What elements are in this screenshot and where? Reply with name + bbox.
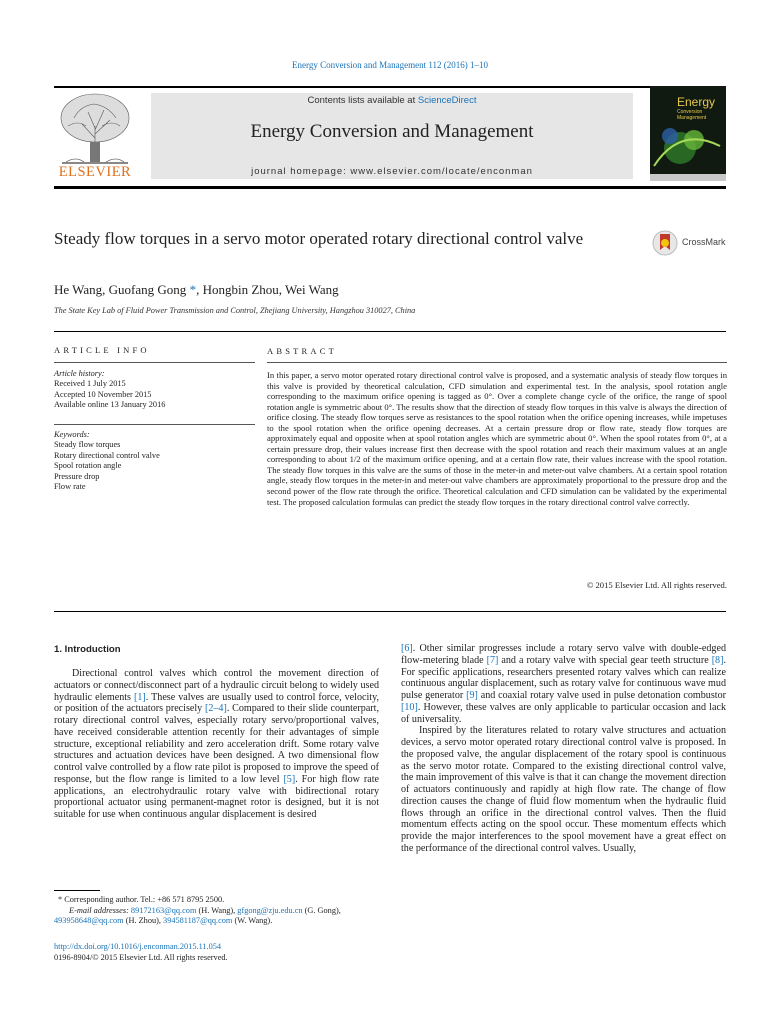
keyword: Flow rate [54,482,86,492]
online-date: Available online 13 January 2016 [54,400,166,410]
intro-left-column [54,668,379,821]
email-link[interactable]: gfgong@zju.edu.cn [237,905,303,915]
journal-title: Energy Conversion and Management [250,121,534,142]
abstract-rule [267,362,727,363]
journal-citation[interactable]: Energy Conversion and Management 112 (2016) 1–10 [292,60,488,70]
reference-link[interactable]: [6] [401,643,413,654]
article-info-rule [54,362,255,363]
reference-link[interactable]: [9] [466,690,478,701]
header-rule [54,86,726,88]
journal-homepage[interactable]: journal homepage: www.elsevier.com/locate/enconman [251,166,533,177]
article-info-heading: ARTICLE INFO [54,345,150,355]
issn-copyright: 0196-8904/© 2015 Elsevier Ltd. All rights reserved. [54,953,228,962]
doi-link[interactable]: http://dx.doi.org/10.1016/j.enconman.2015.11.054 [54,942,222,951]
article-history: Article history: Received 1 July 2015 Accepted 10 November 2015 Available online 13 January 2016 [54,369,166,410]
email-link[interactable]: 394581187@qq.com [163,916,233,926]
doi-block [54,941,228,963]
reference-link[interactable]: [2–4] [204,703,227,715]
contents-line: Contents lists available at ScienceDirect [307,95,477,106]
abstract-heading: ABSTRACT [267,346,337,356]
crossmark-icon [652,228,678,258]
intro-paragraph: Directional control valves which control the movement direction of actuators or connect/disconnect part of a hydraulic circuit belong to widely used hydraulic elements [1]. These valves are usually used to control force, velocity, or position of the actuators precisely [2–4]. Compared to their slide counterpart, rotary directional control valves, especially rotary servo/proportional valves, have received considerable attention recently for their advantages of simple structure, exceptional reliability and zero acceleration drift. Some rotary valve structures and actuation devices have been designed. A two dimensional flow control valve controlled by a flow rate pilot is proposed to improve the speed of response, but the flow range is limited to a low level [5]. For high flow rate applications, an electrohydraulic rotary valve with bidirectional rotary proportional actuator using permanent-magnet rotor is designed, but it is not suitable for use when continuous angular displacement is desired [54,668,379,820]
masthead-bottom-rule [54,186,726,189]
author-list: He Wang, Guofang Gong *, Hongbin Zhou, Wei Wang [54,282,339,297]
keyword: Rotary directional control valve [54,450,160,460]
footnote-rule [54,890,100,891]
crossmark-label: CrossMark [682,237,726,247]
keyword: Spool rotation angle [54,461,122,471]
intro-paragraph: Inspired by the literatures related to rotary valve structures and actuation devices, a servo motor operated rotary directional control valve is proposed. In the proposed valve, the angular displacement of the rotary spool is continuous as the servo motor rotate. Compared to the existing directional control valve, the main improvement of this valve is that it can change the movement direction of actuators continuously and rapidly at high flow rate. The change of flow direction causes the change of fluid flow momentum when the hydraulic fluid flows through an orifice in the directional control valves. Then the fluid momentum effects acting on the spool occur. These momentum effects which provide the major interferences to the spool movement have a great effect on the performance of the directional control valves. Usually, [401,725,726,854]
email-link[interactable]: 493958648@qq.com [54,916,124,926]
reference-link[interactable]: [8] [711,654,724,666]
section-heading-introduction: 1. Introduction [54,644,121,655]
intro-right-column [401,643,726,855]
elsevier-wordmark: ELSEVIER [58,164,132,180]
received-date: Received 1 July 2015 [54,379,126,389]
title-bottom-rule [54,331,726,332]
accepted-date: Accepted 10 November 2015 [54,389,152,399]
sciencedirect-link[interactable]: ScienceDirect [417,95,477,106]
reference-link[interactable]: [5] [283,773,296,785]
reference-link[interactable]: [1] [133,691,146,703]
abstract-copyright: © 2015 Elsevier Ltd. All rights reserved. [586,580,727,590]
email-link[interactable]: 89172163@qq.com [130,905,197,915]
keyword: Pressure drop [54,471,100,481]
abstract-text: In this paper, a servo motor operated rotary directional control valve is proposed, and a systematic analysis of steady flow torques in this valve is provided by theoretical calculation, CFD simulation and experimental test. In the analysis, spool rotation angle corresponding to the maximum orifice opening is tagged as 0°. Over a complete change cycle of the orifice, the range of spool rotation angle is symmetric about 0°. The results show that the direction of steady flow torques in this valve is always the direction of orifice closing. The steady flow torques serve as resistances to the spool rotation when the orifice opening increases, while impetuses to the spool rotation when the orifice opening decreases. At a certain pressure drop or flow rate, steady flow torques are approximately equal and opposite when at spool rotation angles which are symmetric about 0°. When the spool rotates from 0°, at a certain pressure drop, their values increase first then decrease with the spool rotation and reach their maximum values at an angle corresponding to about 1/2 of the maximum orifice opening, and at a certain flow rate, their values increase with the spool rotation. The steady flow torques in this valve are the sums of those in the meter-in and meter-out valve chambers. At a certain spool rotation angle, steady flow torques in the meter-in and meter-out valve chambers are approximately proportional to the pressure drop and the second power of the flow rate through the orifice. Theoretical calculation and CFD simulation can be validated by the experimental test. The proposed calculation formulas can predict the steady flow torques in the rotary directional control valve correctly. [267,370,727,507]
reference-link[interactable]: [10] [401,701,418,713]
journal-cover-image[interactable] [650,86,726,181]
crossmark-badge[interactable] [652,228,732,260]
article-title: Steady flow torques in a servo motor operated rotary directional control valve [54,229,584,248]
intro-paragraph: [6]. Other similar progresses include a rotary servo valve with double-edged flow-metering blade [7] and a rotary valve with special gear teeth structure [8]. For specific applications, researchers presented rotary valves which can realize continuous angular displacement, such as rotary valve for continuous wave mud pulse generator [9] and coaxial rotary valve used in pulse detonation combustor [10]. However, these valves are only applicable to particular occasion and lack of universality. [401,643,726,725]
keyword: Steady flow torques [54,440,121,450]
corresponding-author-mark[interactable]: * [189,282,197,297]
cover-title: Energy [677,95,716,109]
corresponding-author-footnote: * Corresponding author. Tel.: +86 571 8795 2500. E-mail addresses: 89172163@qq.com (H. Wang), gfgong@zju.edu.cn (G. Gong), 493958648@qq.com (H. Zhou), 394581187@qq.com (W. Wang). [54,895,341,926]
keywords-list: Keywords: Steady flow torques Rotary directional control valve Spool rotation angle Pressure drop Flow rate [54,430,160,492]
cover-subtitle: Conversion Management [677,109,707,121]
keywords-rule [54,424,255,425]
reference-link[interactable]: [7] [486,654,499,666]
author-affiliation: The State Key Lab of Fluid Power Transmission and Control, Zhejiang University, Hangzhou 310027, China [54,306,416,315]
abstract-bottom-rule [54,611,726,612]
